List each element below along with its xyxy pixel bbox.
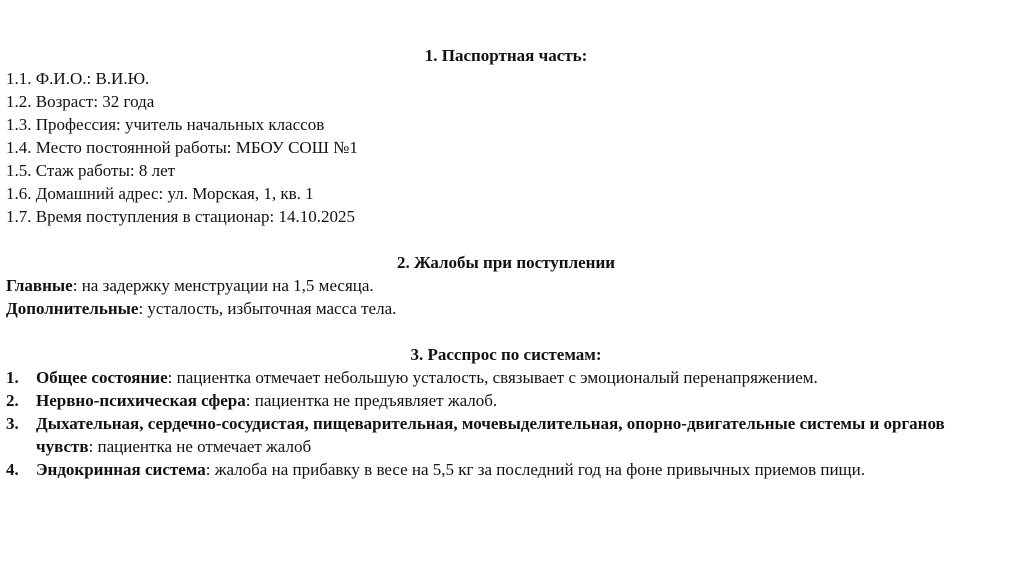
- complaints-additional-label: Дополнительные: [6, 299, 139, 318]
- complaints-main-text: : на задержку менструации на 1,5 месяца.: [72, 276, 374, 295]
- passport-item-workplace: 1.4. Место постоянной работы: МБОУ СОШ №1: [6, 138, 358, 157]
- systems-item-nervous: [6, 389, 1006, 412]
- document-page: [6, 44, 1006, 481]
- systems-item-text: : пациентка не отмечает жалоб: [88, 437, 312, 456]
- systems-item-general: [6, 366, 1006, 389]
- passport-item-name: 1.1. Ф.И.О.: В.И.Ю.: [6, 69, 150, 88]
- list-number: 4.: [6, 460, 19, 479]
- systems-item-label: Нервно-психическая сфера: [36, 391, 246, 410]
- passport-section-title: 1. Паспортная часть:: [424, 46, 588, 65]
- systems-item-endocrine: [6, 458, 1006, 481]
- systems-item-label: Дыхательная, сердечно-сосудистая, пищеварительная, мочевыделительная, опорно-двигательные системы и органов чувств: [36, 414, 945, 456]
- complaints-main: [6, 274, 1006, 297]
- systems-section-title: 3. Расспрос по системам:: [410, 345, 602, 364]
- passport-item-experience: 1.5. Стаж работы: 8 лет: [6, 161, 176, 180]
- list-number: 2.: [6, 391, 19, 410]
- passport-item-profession: 1.3. Профессия: учитель начальных классов: [6, 115, 325, 134]
- systems-list: [6, 366, 1006, 481]
- systems-item-label: Общее состояние: [36, 368, 168, 387]
- passport-item-age: 1.2. Возраст: 32 года: [6, 92, 155, 111]
- systems-item-organ-systems: [6, 412, 1006, 458]
- list-number: 3.: [6, 414, 19, 433]
- complaints-additional-text: : усталость, избыточная масса тела.: [138, 299, 397, 318]
- systems-item-text: : жалоба на прибавку в весе на 5,5 кг за последний год на фоне привычных приемов пищи.: [205, 460, 865, 479]
- complaints-additional: [6, 297, 1006, 320]
- spacer: [6, 228, 1006, 251]
- systems-item-text: : пациентка отмечает небольшую усталость, связывает с эмоционалый перенапряжением.: [167, 368, 818, 387]
- complaints-section-title: 2. Жалобы при поступлении: [396, 253, 616, 272]
- complaints-main-label: Главные: [6, 276, 73, 295]
- list-number: 1.: [6, 368, 19, 387]
- spacer: [6, 320, 1006, 343]
- systems-item-label: Эндокринная система: [36, 460, 206, 479]
- systems-item-text: : пациентка не предъявляет жалоб.: [245, 391, 498, 410]
- passport-item-address: 1.6. Домашний адрес: ул. Морская, 1, кв. 1: [6, 184, 314, 203]
- passport-item-admission-date: 1.7. Время поступления в стационар: 14.10.2025: [6, 207, 355, 226]
